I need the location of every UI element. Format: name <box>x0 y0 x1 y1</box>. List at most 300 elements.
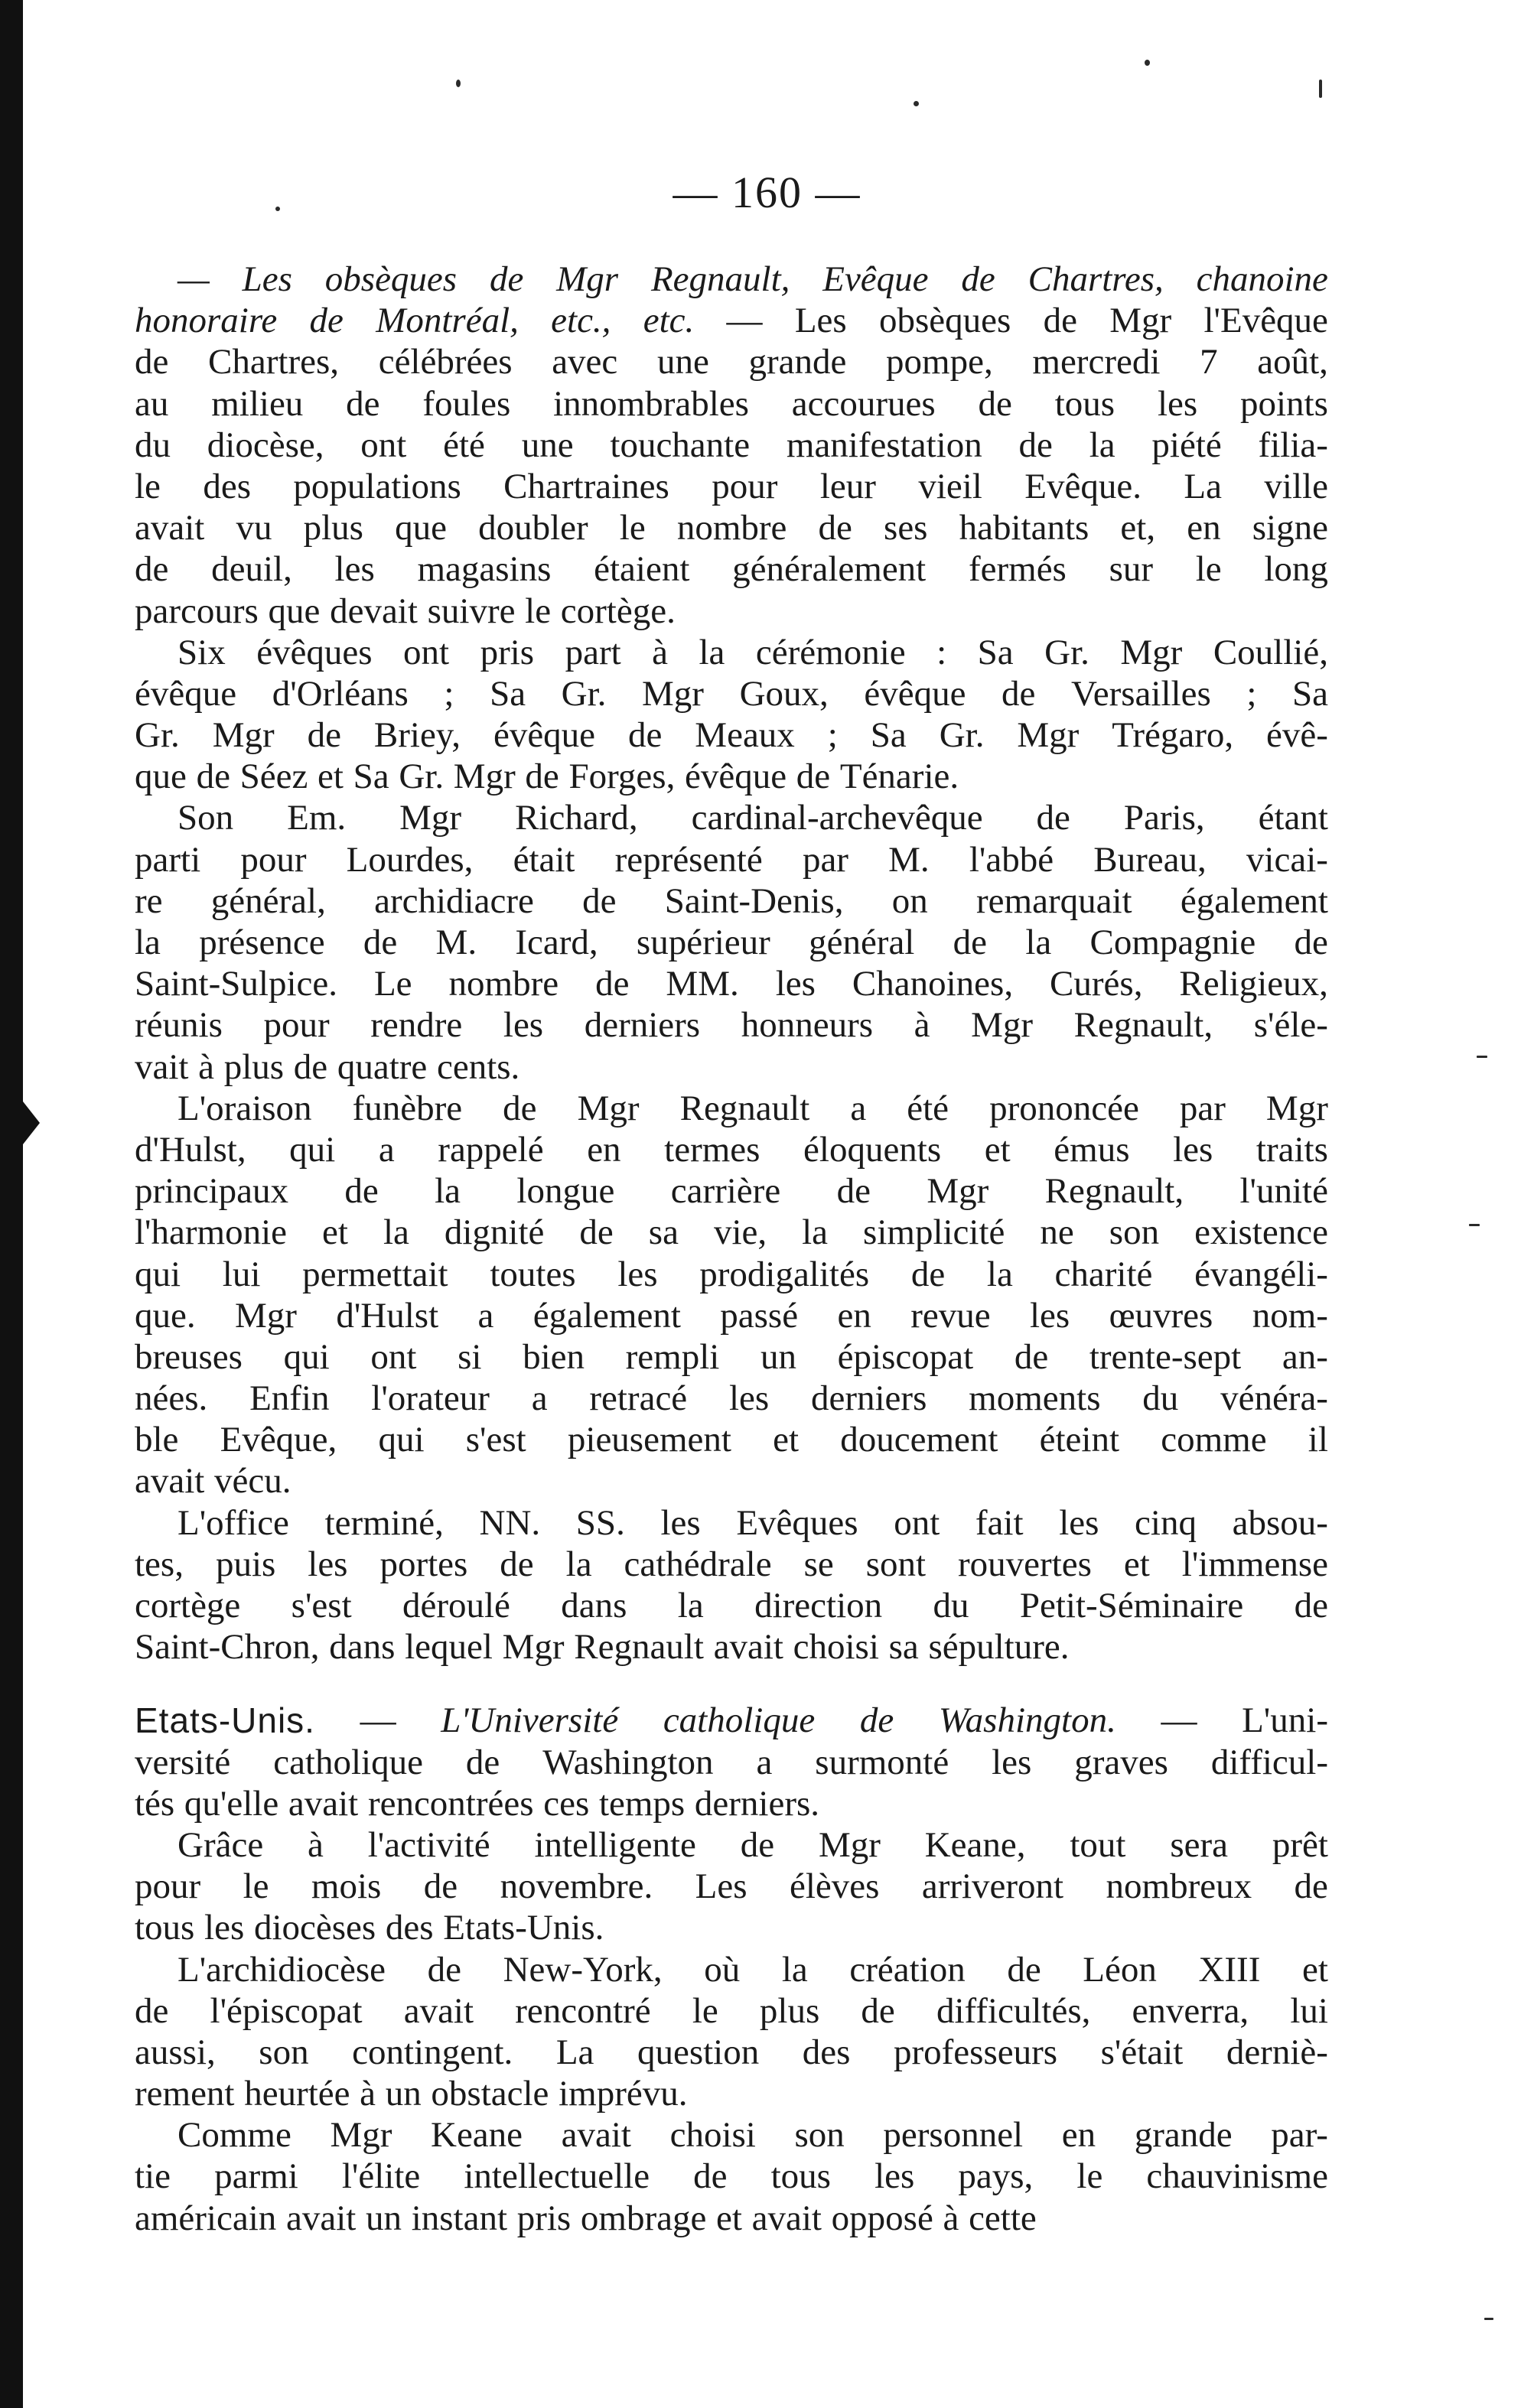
word: filia- <box>1258 425 1328 465</box>
word: Regnault, <box>1073 1005 1213 1046</box>
word: grande <box>1134 2115 1233 2156</box>
word: en <box>1187 508 1221 548</box>
word: L'office <box>178 1502 289 1543</box>
word: derniers. <box>694 1783 820 1824</box>
word: général, <box>210 880 326 921</box>
word: évangéli- <box>1194 1254 1328 1294</box>
word: ont <box>370 1336 417 1377</box>
word: la <box>781 1949 808 1990</box>
word: d'Hulst <box>336 1295 439 1336</box>
word: avait <box>713 1627 783 1668</box>
word: cathédrale <box>624 1544 772 1584</box>
word: de <box>796 757 831 797</box>
word: étaient <box>594 549 690 590</box>
word: parcours <box>135 591 259 631</box>
word: de <box>503 1088 537 1128</box>
word: termes <box>664 1129 760 1170</box>
binding-edge <box>0 0 23 2408</box>
word: de <box>309 301 344 341</box>
text-line <box>135 1129 1328 1170</box>
word: à <box>360 2074 376 2114</box>
word: et <box>984 1129 1011 1170</box>
word: août, <box>1257 342 1328 382</box>
word: 7 <box>1200 342 1218 382</box>
word: personnel <box>883 2115 1024 2156</box>
word: à <box>308 1824 324 1865</box>
word: Mgr <box>642 673 704 714</box>
word: difficul- <box>1210 1742 1328 1782</box>
word: célébrées <box>378 342 513 382</box>
word: d'Hulst, <box>135 1129 246 1170</box>
word: de <box>910 1254 946 1294</box>
word: chanoine <box>1196 259 1328 299</box>
word: et <box>322 1212 348 1253</box>
word: les <box>728 1378 770 1419</box>
word: de <box>135 549 169 590</box>
word: plus <box>759 1990 820 2031</box>
word: diocèses <box>253 1908 376 1948</box>
word: épiscopat <box>837 1336 974 1377</box>
word: habitants <box>959 508 1089 548</box>
word: aussi, <box>135 2032 216 2072</box>
word: nom- <box>1252 1295 1328 1336</box>
word: parmi <box>214 2156 298 2197</box>
word: vénéra- <box>1220 1378 1328 1419</box>
word: Comme <box>178 2115 291 2156</box>
word: le <box>243 1866 269 1907</box>
word: avait <box>135 1461 205 1502</box>
word: Mgr <box>927 1171 989 1212</box>
word: derniè- <box>1226 2032 1328 2072</box>
word: et <box>1123 1544 1150 1584</box>
word: innombrables <box>553 383 749 424</box>
word: en <box>587 1129 621 1170</box>
word: L'uni- <box>1242 1700 1328 1741</box>
text-line <box>135 1336 1328 1378</box>
word: Washington <box>542 1742 714 1782</box>
word: évêque <box>685 757 787 797</box>
word: une <box>521 425 574 465</box>
word: de <box>693 2156 728 2197</box>
word: graves <box>1074 1742 1168 1782</box>
word: l'orateur <box>371 1378 490 1419</box>
word: de <box>861 1990 895 2031</box>
word: la <box>699 632 725 672</box>
text-line <box>135 425 1328 466</box>
word: de <box>307 715 341 756</box>
word: de <box>1018 425 1053 465</box>
text-line <box>135 756 1328 797</box>
word: de <box>1036 798 1070 838</box>
word: ombrage <box>580 2198 707 2238</box>
word: les <box>503 1005 544 1046</box>
word: Mgr <box>1265 1088 1328 1128</box>
word: tous <box>770 2156 831 2197</box>
word: de <box>489 259 524 299</box>
word: Etats-Unis. <box>443 1908 604 1948</box>
word: nombre <box>676 508 787 548</box>
word: mercredi <box>1032 342 1161 382</box>
word: puis <box>215 1544 276 1584</box>
word: cardinal-archevêque <box>691 798 983 838</box>
word: pieusement <box>567 1420 731 1460</box>
word: le <box>1076 2156 1103 2197</box>
word: Le <box>373 964 412 1004</box>
word: accourues <box>791 383 936 424</box>
word: qu'elle <box>184 1783 279 1824</box>
word: ; <box>1246 673 1257 714</box>
word: cortège. <box>560 591 676 631</box>
word: Briey, <box>373 715 461 756</box>
word: Mgr <box>971 1005 1034 1046</box>
word: des <box>385 1908 434 1948</box>
scan-speck <box>1319 80 1322 98</box>
word: avait <box>561 2115 631 2156</box>
word: Saint-Chron, <box>135 1627 320 1668</box>
word: de <box>582 880 617 921</box>
word: étant <box>1258 798 1328 838</box>
word: Mgr <box>1017 715 1080 756</box>
word: de <box>836 1171 871 1212</box>
text-line <box>135 300 1328 341</box>
word: L'archidiocèse <box>178 1949 386 1990</box>
text-line <box>135 1254 1328 1295</box>
word: touchante <box>610 425 751 465</box>
word: par- <box>1271 2115 1328 2156</box>
word: difficultés, <box>936 1990 1091 2031</box>
word: à <box>943 2198 959 2238</box>
word: existence <box>1194 1212 1328 1253</box>
word: Evêque <box>822 259 929 299</box>
word: Saint-Sulpice. <box>135 964 337 1004</box>
word: moments <box>969 1378 1101 1419</box>
word: de <box>627 715 663 756</box>
word: les <box>1157 383 1198 424</box>
word: qui <box>378 1420 425 1460</box>
word: temps <box>598 1783 686 1824</box>
word: les <box>308 1544 348 1584</box>
word: été <box>907 1088 949 1128</box>
binding-notch <box>23 1101 40 1144</box>
word: long <box>1264 549 1328 590</box>
word: surmonté <box>815 1742 949 1782</box>
word: l'élite <box>341 2156 421 2197</box>
text-line <box>135 1824 1328 1866</box>
word: vait <box>135 1046 189 1087</box>
word: La <box>1184 466 1222 506</box>
word: les <box>1173 1129 1213 1170</box>
word: les <box>334 549 375 590</box>
text-line <box>135 466 1328 507</box>
word: émus <box>1054 1129 1130 1170</box>
word: Chanoines, <box>852 964 1014 1004</box>
word: Mgr <box>399 798 462 838</box>
text-line <box>135 1212 1328 1253</box>
word: généralement <box>732 549 927 590</box>
word: Mgr <box>818 1824 881 1865</box>
word: Bureau, <box>1093 839 1207 880</box>
text-line <box>135 548 1328 590</box>
word: rencontrées <box>367 1783 534 1824</box>
word: ces <box>543 1783 590 1824</box>
word: devait <box>330 591 418 631</box>
word: nombre <box>448 964 559 1004</box>
word: permettait <box>302 1254 448 1294</box>
scan-speck <box>1484 2318 1493 2320</box>
text-line <box>135 1866 1328 1907</box>
text-line <box>135 2198 1328 2239</box>
word: Petit-Séminaire <box>1019 1586 1244 1625</box>
paragraph-p2 <box>135 632 1328 798</box>
word: Meaux <box>695 715 795 756</box>
word: rement <box>135 2074 235 2114</box>
word: Les <box>794 301 847 341</box>
word: — <box>726 301 763 341</box>
word: par <box>802 839 848 880</box>
word: vieil <box>918 466 982 506</box>
text-line <box>135 880 1328 922</box>
word: ses <box>884 508 928 548</box>
article-body <box>135 259 1328 2239</box>
word: parti <box>135 839 201 880</box>
word: Sa <box>353 757 389 797</box>
word: obstacle <box>431 2074 549 2114</box>
word: de <box>818 508 852 548</box>
text-line <box>135 1378 1328 1419</box>
word: s'est <box>291 1586 352 1625</box>
word: les <box>204 1908 245 1948</box>
scan-speck <box>914 101 919 106</box>
text-line <box>135 591 1328 632</box>
word: Washington. <box>938 1700 1116 1741</box>
word: Mgr <box>235 1295 297 1336</box>
word: tous <box>1054 383 1115 424</box>
word: Les <box>695 1866 747 1907</box>
word: Keane, <box>924 1824 1026 1865</box>
word: rappelé <box>438 1129 544 1170</box>
word: M. <box>888 839 930 880</box>
word: à <box>914 1005 930 1046</box>
word: doucement <box>840 1420 998 1460</box>
word: arriveront <box>921 1866 1064 1907</box>
word: de <box>346 383 380 424</box>
word: ; <box>827 715 838 756</box>
word: mois <box>311 1866 382 1907</box>
word: passé <box>720 1295 799 1336</box>
word: Goux, <box>739 673 829 714</box>
word: également <box>1180 880 1328 921</box>
word: Mgr <box>556 259 619 299</box>
word: Séez <box>239 757 308 797</box>
word: NN. <box>479 1502 541 1543</box>
word: nombreux <box>1106 1866 1252 1907</box>
word: Sa <box>977 632 1014 672</box>
word: vie, <box>713 1212 767 1253</box>
word: Montréal, <box>376 301 519 341</box>
word: Mgr <box>212 715 275 756</box>
paragraph-p5 <box>135 1502 1328 1668</box>
word: professeurs <box>894 2032 1058 2072</box>
text-line <box>135 1585 1328 1626</box>
word: d'Orléans <box>272 673 409 714</box>
word: l'unité <box>1239 1171 1328 1212</box>
word: lui <box>1290 1990 1328 2031</box>
text-line <box>135 1170 1328 1212</box>
word: des <box>802 2032 851 2072</box>
word: carrière <box>670 1171 781 1212</box>
word: de <box>1007 1949 1041 1990</box>
text-line <box>135 1502 1328 1544</box>
word: déroulé <box>402 1586 510 1625</box>
word: et <box>318 757 344 797</box>
word: ville <box>1264 466 1328 506</box>
word: tes, <box>135 1544 184 1584</box>
word: Les <box>242 259 292 299</box>
word: la <box>986 1254 1013 1294</box>
word: Gr. <box>939 715 985 756</box>
word: œuvres <box>1109 1295 1213 1336</box>
word: la <box>435 1171 461 1212</box>
word: La <box>555 2032 594 2072</box>
word: prononcée <box>989 1088 1139 1128</box>
text-line <box>135 2073 1328 2114</box>
word: Gr. <box>135 715 180 756</box>
word: le <box>619 508 646 548</box>
word: avec <box>552 342 618 382</box>
word: a <box>850 1088 867 1128</box>
word: enverra, <box>1132 1990 1249 2031</box>
word: ble <box>135 1420 179 1460</box>
word: Trégaro, <box>1112 715 1234 756</box>
word: M. <box>435 923 477 962</box>
word: et <box>773 1420 800 1460</box>
text-line <box>135 673 1328 714</box>
word: Lourdes, <box>346 839 474 880</box>
word: traits <box>1256 1129 1328 1170</box>
word: novembre. <box>500 1866 653 1907</box>
text-line <box>135 2032 1328 2073</box>
word: l'harmonie <box>135 1212 288 1253</box>
word: SS. <box>575 1502 625 1543</box>
word: Curés, <box>1050 964 1143 1004</box>
word: opposé <box>831 2198 933 2238</box>
text-line <box>135 632 1328 673</box>
word: simplicité <box>863 1212 1005 1253</box>
text-line <box>135 2114 1328 2156</box>
section-heading-word: Etats-Unis. <box>135 1700 315 1741</box>
paragraph-p7 <box>135 1824 1328 1949</box>
word: points <box>1240 383 1328 424</box>
word: diocèse, <box>207 425 324 465</box>
word: Versailles <box>1071 673 1211 714</box>
word: Coullié, <box>1213 632 1328 672</box>
word: qui <box>289 1129 336 1170</box>
text-line <box>135 1700 1328 1741</box>
word: choisi <box>669 2115 756 2156</box>
word: les <box>992 1742 1032 1782</box>
word: de <box>196 757 230 797</box>
word: funèbre <box>352 1088 463 1128</box>
word: — <box>1161 1700 1197 1741</box>
word: Regnault <box>574 1627 704 1668</box>
word: remarquait <box>976 880 1132 921</box>
word: au <box>135 383 169 424</box>
word: Mgr <box>330 2115 392 2156</box>
text-line <box>135 797 1328 838</box>
text-line <box>135 383 1328 425</box>
word: doubler <box>478 508 588 548</box>
word: cérémonie <box>755 632 906 672</box>
word: s'est <box>465 1420 526 1460</box>
word: éteint <box>1039 1420 1120 1460</box>
word: de <box>1294 1866 1328 1907</box>
word: la <box>677 1586 704 1625</box>
word: Gr. <box>561 673 607 714</box>
text-line <box>135 963 1328 1004</box>
text-line <box>135 1419 1328 1460</box>
word: comme <box>1161 1420 1267 1460</box>
word: Richard, <box>515 798 638 838</box>
word: réunis <box>135 1005 223 1046</box>
word: ont <box>894 1502 940 1543</box>
word: prodigalités <box>699 1254 870 1294</box>
word: été <box>443 425 485 465</box>
word: rencontré <box>515 1990 651 2031</box>
word: ont <box>360 425 407 465</box>
word: un <box>385 2074 422 2114</box>
word: si <box>458 1336 482 1377</box>
word: où <box>704 1949 741 1990</box>
word: Sa <box>1292 673 1328 714</box>
text-line <box>135 1990 1328 2032</box>
word: Son <box>178 798 234 838</box>
word: Evêques <box>736 1502 858 1543</box>
word: cortège <box>135 1586 241 1625</box>
word: populations <box>293 466 461 506</box>
word: vécu. <box>214 1461 291 1502</box>
word: de <box>363 923 398 962</box>
word: Mgr <box>1109 301 1172 341</box>
word: américain <box>135 2198 277 2238</box>
word: éloquents <box>803 1129 942 1170</box>
word: ne <box>1040 1212 1074 1253</box>
word: re <box>135 880 163 921</box>
word: catholique <box>273 1742 423 1782</box>
word: Sa <box>490 673 526 714</box>
word: Evêque, <box>220 1420 337 1460</box>
word: également <box>533 1295 681 1336</box>
word: dignité <box>444 1212 545 1253</box>
word: à <box>198 1046 215 1087</box>
word: le <box>525 591 552 631</box>
word: que <box>268 591 321 631</box>
word: imprévu. <box>559 2074 688 2114</box>
text-line <box>135 1295 1328 1336</box>
word: derniers <box>584 1005 701 1046</box>
word: choisi <box>793 1627 879 1668</box>
text-line <box>135 1949 1328 1990</box>
word: s'était <box>1100 2032 1184 2072</box>
word: s'éle- <box>1253 1005 1328 1046</box>
word: les <box>874 2156 915 2197</box>
scan-speck <box>1469 1224 1480 1226</box>
text-line <box>135 1907 1328 1948</box>
text-line <box>135 922 1328 963</box>
word: en <box>837 1295 871 1336</box>
word: signe <box>1252 508 1328 548</box>
word: évêque <box>864 673 966 714</box>
text-line <box>135 1544 1328 1585</box>
